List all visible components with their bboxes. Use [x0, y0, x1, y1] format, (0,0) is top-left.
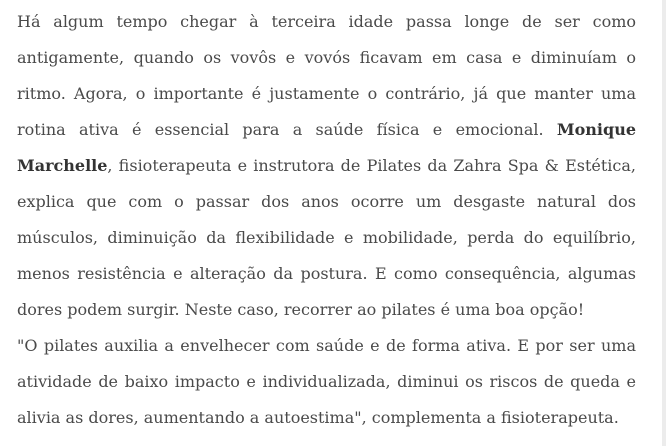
paragraph-1-continuation-text: , fisioterapeuta e instrutora de Pilates da Zahra Spa & Estética, explica que com o passar dos anos ocorre um desgaste natural dos músculos, diminuição da flexibilidade e mobilidade, perda do equilíbrio, menos resistência e alteração da postura. E como consequência, algumas dores podem surgir. Neste caso, recorrer ao pilates é uma boa opção! — [17, 156, 636, 319]
article-paragraph-1 — [17, 4, 636, 328]
article-paragraph-2-quote: "O pilates auxilia a envelhecer com saúde e de forma ativa. E por ser uma atividade de baixo impacto e individualizada, diminui os riscos de queda e alivia as dores, aumentando a autoestima", complementa a fisioterapeuta. — [17, 336, 636, 427]
article-body — [17, 4, 636, 436]
scrollbar-track[interactable] — [662, 0, 666, 446]
paragraph-1-intro-text: Há algum tempo chegar à terceira idade passa longe de ser como antigamente, quando os vovôs e vovós ficavam em casa e diminuíam o ritmo. Agora, o importante é justamente o contrário, já que manter uma rotina ativa é essencial para a saúde física e emocional. — [17, 12, 636, 139]
interviewee-name: Monique Marchelle — [17, 120, 636, 175]
